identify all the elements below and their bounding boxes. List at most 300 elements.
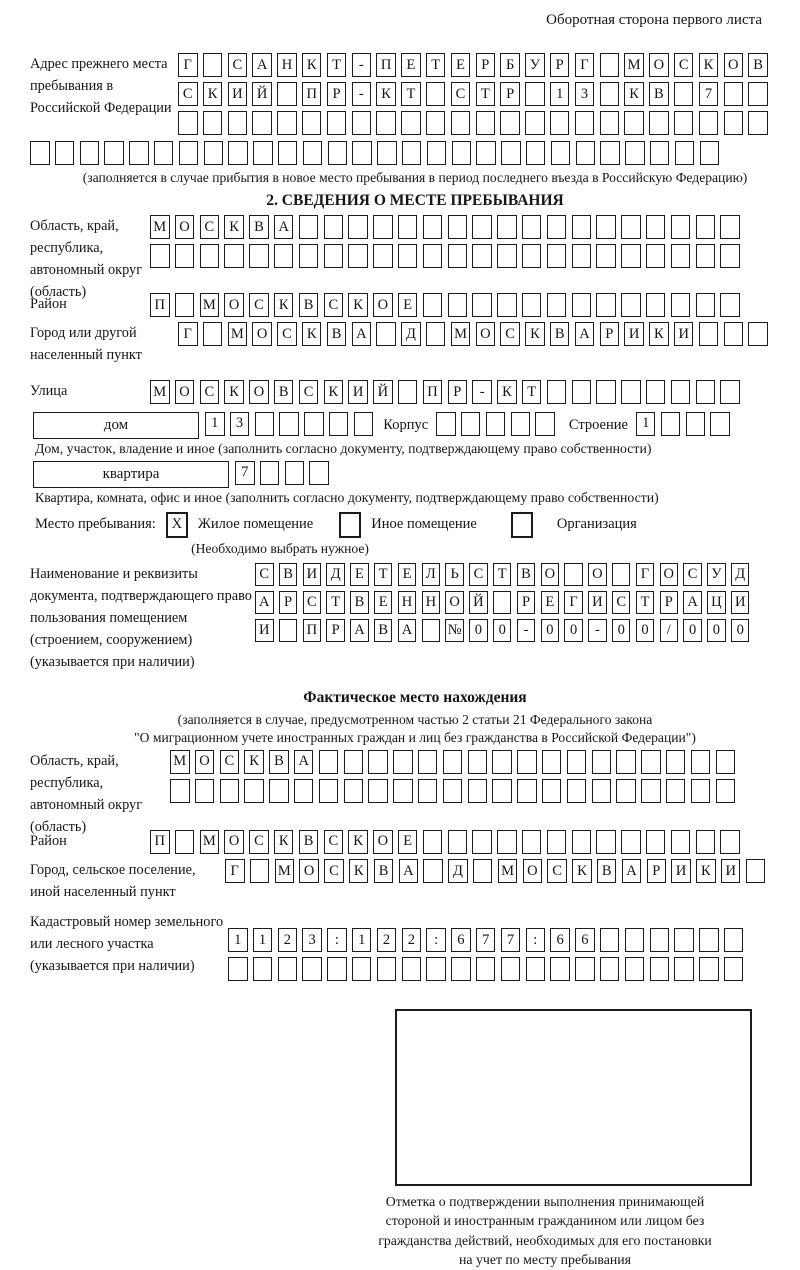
char-cell[interactable]: [550, 111, 570, 135]
char-cell[interactable]: [423, 244, 443, 268]
char-cell[interactable]: [175, 244, 195, 268]
char-cell[interactable]: 1: [205, 412, 225, 436]
char-cell[interactable]: Д: [731, 563, 750, 586]
char-cell[interactable]: [324, 244, 344, 268]
char-cell[interactable]: [675, 141, 695, 165]
char-cell[interactable]: [324, 215, 344, 239]
char-cell[interactable]: И: [348, 380, 368, 404]
char-cell[interactable]: [451, 957, 471, 981]
char-cell[interactable]: [427, 141, 447, 165]
char-cell[interactable]: [451, 111, 471, 135]
char-cell[interactable]: Б: [500, 53, 520, 77]
char-cell[interactable]: [646, 380, 666, 404]
char-cell[interactable]: К: [525, 322, 545, 346]
char-cell[interactable]: [340, 513, 360, 537]
char-cell[interactable]: П: [150, 293, 170, 317]
char-cell[interactable]: [674, 957, 694, 981]
char-cell[interactable]: Е: [398, 830, 418, 854]
char-cell[interactable]: О: [373, 293, 393, 317]
char-cell[interactable]: [596, 830, 616, 854]
char-cell[interactable]: К: [348, 830, 368, 854]
char-cell[interactable]: [448, 215, 468, 239]
char-cell[interactable]: К: [302, 322, 322, 346]
char-cell[interactable]: [572, 380, 592, 404]
char-cell[interactable]: 0: [469, 619, 488, 642]
char-cell[interactable]: [724, 928, 744, 952]
char-cell[interactable]: [255, 412, 275, 436]
char-cell[interactable]: [452, 141, 472, 165]
char-cell[interactable]: 1: [228, 928, 248, 952]
char-cell[interactable]: [426, 957, 446, 981]
char-cell[interactable]: П: [303, 619, 322, 642]
checkbox-organizatsiya[interactable]: [511, 512, 533, 538]
char-cell[interactable]: [178, 111, 198, 135]
char-cell[interactable]: [448, 244, 468, 268]
char-cell[interactable]: К: [324, 380, 344, 404]
char-cell[interactable]: В: [299, 293, 319, 317]
char-cell[interactable]: 0: [731, 619, 750, 642]
char-cell[interactable]: М: [228, 322, 248, 346]
char-cell[interactable]: [547, 215, 567, 239]
char-cell[interactable]: Р: [550, 53, 570, 77]
char-cell[interactable]: В: [597, 859, 617, 883]
char-cell[interactable]: [299, 244, 319, 268]
char-cell[interactable]: :: [526, 928, 546, 952]
char-cell[interactable]: [179, 141, 199, 165]
char-cell[interactable]: [720, 380, 740, 404]
char-cell[interactable]: [104, 141, 124, 165]
char-cell[interactable]: [418, 750, 438, 774]
char-cell[interactable]: [572, 830, 592, 854]
char-cell[interactable]: И: [255, 619, 274, 642]
char-cell[interactable]: Г: [575, 53, 595, 77]
char-cell[interactable]: М: [498, 859, 518, 883]
char-cell[interactable]: [696, 215, 716, 239]
char-cell[interactable]: В: [274, 380, 294, 404]
char-cell[interactable]: [600, 957, 620, 981]
char-cell[interactable]: [720, 244, 740, 268]
char-cell[interactable]: [468, 779, 488, 803]
char-cell[interactable]: М: [200, 293, 220, 317]
char-cell[interactable]: [641, 779, 661, 803]
char-cell[interactable]: 0: [493, 619, 512, 642]
char-cell[interactable]: [716, 750, 736, 774]
char-cell[interactable]: [748, 111, 768, 135]
char-cell[interactable]: [373, 215, 393, 239]
char-cell[interactable]: С: [324, 830, 344, 854]
char-cell[interactable]: [696, 293, 716, 317]
char-cell[interactable]: У: [525, 53, 545, 77]
char-cell[interactable]: [716, 779, 736, 803]
char-cell[interactable]: [641, 750, 661, 774]
char-cell[interactable]: [724, 111, 744, 135]
char-cell[interactable]: [575, 957, 595, 981]
char-cell[interactable]: А: [398, 619, 417, 642]
char-cell[interactable]: К: [348, 293, 368, 317]
char-cell[interactable]: [279, 412, 299, 436]
char-cell[interactable]: -: [352, 53, 372, 77]
char-cell[interactable]: [472, 215, 492, 239]
char-cell[interactable]: [567, 750, 587, 774]
char-cell[interactable]: [547, 830, 567, 854]
char-cell[interactable]: [624, 111, 644, 135]
char-cell[interactable]: [661, 412, 681, 436]
char-cell[interactable]: Е: [451, 53, 471, 77]
char-cell[interactable]: К: [572, 859, 592, 883]
char-cell[interactable]: [274, 244, 294, 268]
char-cell[interactable]: О: [252, 322, 272, 346]
char-cell[interactable]: [525, 111, 545, 135]
char-cell[interactable]: [376, 322, 396, 346]
char-cell[interactable]: [30, 141, 50, 165]
char-cell[interactable]: 0: [707, 619, 726, 642]
char-cell[interactable]: [492, 750, 512, 774]
char-cell[interactable]: [426, 111, 446, 135]
char-cell[interactable]: [572, 244, 592, 268]
char-cell[interactable]: И: [588, 591, 607, 614]
char-cell[interactable]: П: [150, 830, 170, 854]
char-cell[interactable]: [448, 830, 468, 854]
char-cell[interactable]: [511, 412, 531, 436]
char-cell[interactable]: [497, 244, 517, 268]
char-cell[interactable]: М: [200, 830, 220, 854]
char-cell[interactable]: [746, 859, 766, 883]
char-cell[interactable]: П: [423, 380, 443, 404]
char-cell[interactable]: [401, 111, 421, 135]
char-cell[interactable]: С: [612, 591, 631, 614]
char-cell[interactable]: С: [303, 591, 322, 614]
char-cell[interactable]: К: [376, 82, 396, 106]
char-cell[interactable]: [600, 53, 620, 77]
char-cell[interactable]: С: [220, 750, 240, 774]
char-cell[interactable]: С: [451, 82, 471, 106]
char-cell[interactable]: [547, 293, 567, 317]
char-cell[interactable]: 6: [550, 928, 570, 952]
char-cell[interactable]: [203, 53, 223, 77]
char-cell[interactable]: С: [547, 859, 567, 883]
char-cell[interactable]: [473, 859, 493, 883]
char-cell[interactable]: [500, 111, 520, 135]
char-cell[interactable]: Р: [476, 53, 496, 77]
char-cell[interactable]: И: [731, 591, 750, 614]
char-cell[interactable]: 0: [564, 619, 583, 642]
char-cell[interactable]: О: [588, 563, 607, 586]
char-cell[interactable]: Р: [600, 322, 620, 346]
checkbox-zhiloe[interactable]: [166, 512, 188, 538]
char-cell[interactable]: 1: [352, 928, 372, 952]
char-cell[interactable]: С: [324, 859, 344, 883]
char-cell[interactable]: [269, 779, 289, 803]
char-cell[interactable]: [327, 111, 347, 135]
char-cell[interactable]: [621, 380, 641, 404]
char-cell[interactable]: И: [671, 859, 691, 883]
char-cell[interactable]: [547, 244, 567, 268]
char-cell[interactable]: -: [517, 619, 536, 642]
char-cell[interactable]: М: [451, 322, 471, 346]
char-cell[interactable]: 7: [699, 82, 719, 106]
char-cell[interactable]: [278, 957, 298, 981]
char-cell[interactable]: О: [523, 859, 543, 883]
char-cell[interactable]: [542, 779, 562, 803]
char-cell[interactable]: [398, 244, 418, 268]
char-cell[interactable]: О: [195, 750, 215, 774]
char-cell[interactable]: Е: [350, 563, 369, 586]
char-cell[interactable]: Р: [448, 380, 468, 404]
char-cell[interactable]: [517, 750, 537, 774]
char-cell[interactable]: [253, 141, 273, 165]
char-cell[interactable]: Р: [660, 591, 679, 614]
char-cell[interactable]: И: [674, 322, 694, 346]
char-cell[interactable]: [720, 215, 740, 239]
char-cell[interactable]: И: [624, 322, 644, 346]
char-cell[interactable]: [203, 322, 223, 346]
char-cell[interactable]: И: [228, 82, 248, 106]
char-cell[interactable]: [129, 141, 149, 165]
char-cell[interactable]: [646, 215, 666, 239]
char-cell[interactable]: [551, 141, 571, 165]
char-cell[interactable]: [476, 141, 496, 165]
char-cell[interactable]: О: [476, 322, 496, 346]
char-cell[interactable]: И: [303, 563, 322, 586]
char-cell[interactable]: [250, 859, 270, 883]
char-cell[interactable]: [671, 215, 691, 239]
char-cell[interactable]: В: [374, 619, 393, 642]
char-cell[interactable]: [327, 957, 347, 981]
char-cell[interactable]: [344, 779, 364, 803]
char-cell[interactable]: Д: [326, 563, 345, 586]
char-cell[interactable]: 2: [278, 928, 298, 952]
char-cell[interactable]: [423, 859, 443, 883]
char-cell[interactable]: Р: [279, 591, 298, 614]
char-cell[interactable]: Л: [422, 563, 441, 586]
char-cell[interactable]: С: [255, 563, 274, 586]
char-cell[interactable]: [621, 830, 641, 854]
char-cell[interactable]: [700, 141, 720, 165]
char-cell[interactable]: [666, 750, 686, 774]
char-cell[interactable]: Г: [178, 53, 198, 77]
char-cell[interactable]: -: [352, 82, 372, 106]
char-cell[interactable]: :: [426, 928, 446, 952]
char-cell[interactable]: [55, 141, 75, 165]
char-cell[interactable]: [572, 293, 592, 317]
char-cell[interactable]: Г: [636, 563, 655, 586]
char-cell[interactable]: [393, 750, 413, 774]
char-cell[interactable]: [204, 141, 224, 165]
char-cell[interactable]: Е: [374, 591, 393, 614]
char-cell[interactable]: [612, 563, 631, 586]
char-cell[interactable]: А: [622, 859, 642, 883]
char-cell[interactable]: Н: [277, 53, 297, 77]
char-cell[interactable]: :: [327, 928, 347, 952]
char-cell[interactable]: [443, 779, 463, 803]
char-cell[interactable]: [220, 779, 240, 803]
char-cell[interactable]: [352, 957, 372, 981]
char-cell[interactable]: [696, 244, 716, 268]
char-cell[interactable]: В: [550, 322, 570, 346]
char-cell[interactable]: О: [175, 380, 195, 404]
char-cell[interactable]: К: [302, 53, 322, 77]
char-cell[interactable]: [674, 82, 694, 106]
char-cell[interactable]: [328, 141, 348, 165]
char-cell[interactable]: [535, 412, 555, 436]
char-cell[interactable]: Е: [398, 293, 418, 317]
char-cell[interactable]: [600, 82, 620, 106]
char-cell[interactable]: О: [724, 53, 744, 77]
char-cell[interactable]: [228, 111, 248, 135]
char-cell[interactable]: [249, 244, 269, 268]
char-cell[interactable]: [671, 830, 691, 854]
char-cell[interactable]: [224, 244, 244, 268]
char-cell[interactable]: С: [277, 322, 297, 346]
char-cell[interactable]: [522, 215, 542, 239]
char-cell[interactable]: О: [660, 563, 679, 586]
char-cell[interactable]: 7: [476, 928, 496, 952]
char-cell[interactable]: К: [649, 322, 669, 346]
char-cell[interactable]: [691, 750, 711, 774]
char-cell[interactable]: [522, 830, 542, 854]
char-cell[interactable]: [244, 779, 264, 803]
char-cell[interactable]: Г: [564, 591, 583, 614]
char-cell[interactable]: 6: [451, 928, 471, 952]
char-cell[interactable]: [377, 957, 397, 981]
char-cell[interactable]: [600, 111, 620, 135]
char-cell[interactable]: [696, 830, 716, 854]
apartment-type-box[interactable]: квартира: [33, 461, 229, 488]
char-cell[interactable]: [352, 141, 372, 165]
char-cell[interactable]: [170, 779, 190, 803]
char-cell[interactable]: К: [244, 750, 264, 774]
char-cell[interactable]: О: [175, 215, 195, 239]
char-cell[interactable]: [666, 779, 686, 803]
char-cell[interactable]: 3: [302, 928, 322, 952]
char-cell[interactable]: [493, 591, 512, 614]
char-cell[interactable]: [592, 779, 612, 803]
char-cell[interactable]: 7: [235, 461, 255, 485]
char-cell[interactable]: [526, 141, 546, 165]
char-cell[interactable]: Г: [225, 859, 245, 883]
char-cell[interactable]: [393, 779, 413, 803]
char-cell[interactable]: [476, 111, 496, 135]
char-cell[interactable]: [497, 293, 517, 317]
char-cell[interactable]: П: [302, 82, 322, 106]
char-cell[interactable]: [646, 830, 666, 854]
char-cell[interactable]: [724, 957, 744, 981]
char-cell[interactable]: [253, 957, 273, 981]
char-cell[interactable]: [319, 779, 339, 803]
char-cell[interactable]: [699, 322, 719, 346]
char-cell[interactable]: О: [299, 859, 319, 883]
char-cell[interactable]: Д: [448, 859, 468, 883]
char-cell[interactable]: 1: [253, 928, 273, 952]
char-cell[interactable]: М: [150, 380, 170, 404]
char-cell[interactable]: [377, 141, 397, 165]
char-cell[interactable]: В: [374, 859, 394, 883]
char-cell[interactable]: Ь: [445, 563, 464, 586]
char-cell[interactable]: А: [252, 53, 272, 77]
char-cell[interactable]: [426, 322, 446, 346]
char-cell[interactable]: [621, 215, 641, 239]
char-cell[interactable]: [691, 779, 711, 803]
char-cell[interactable]: [671, 380, 691, 404]
char-cell[interactable]: К: [203, 82, 223, 106]
char-cell[interactable]: [309, 461, 329, 485]
char-cell[interactable]: [461, 412, 481, 436]
char-cell[interactable]: К: [624, 82, 644, 106]
char-cell[interactable]: [567, 779, 587, 803]
char-cell[interactable]: Й: [252, 82, 272, 106]
char-cell[interactable]: В: [649, 82, 669, 106]
char-cell[interactable]: [376, 111, 396, 135]
char-cell[interactable]: Д: [401, 322, 421, 346]
char-cell[interactable]: -: [472, 380, 492, 404]
char-cell[interactable]: [512, 513, 532, 537]
char-cell[interactable]: [522, 293, 542, 317]
char-cell[interactable]: К: [224, 380, 244, 404]
char-cell[interactable]: О: [445, 591, 464, 614]
char-cell[interactable]: [625, 928, 645, 952]
char-cell[interactable]: А: [399, 859, 419, 883]
char-cell[interactable]: Й: [469, 591, 488, 614]
char-cell[interactable]: 0: [612, 619, 631, 642]
char-cell[interactable]: О: [649, 53, 669, 77]
char-cell[interactable]: [650, 928, 670, 952]
char-cell[interactable]: [564, 563, 583, 586]
char-cell[interactable]: О: [224, 293, 244, 317]
char-cell[interactable]: [329, 412, 349, 436]
char-cell[interactable]: [724, 322, 744, 346]
char-cell[interactable]: 6: [575, 928, 595, 952]
char-cell[interactable]: [175, 293, 195, 317]
char-cell[interactable]: О: [541, 563, 560, 586]
char-cell[interactable]: [592, 750, 612, 774]
char-cell[interactable]: Т: [636, 591, 655, 614]
char-cell[interactable]: Г: [178, 322, 198, 346]
char-cell[interactable]: Т: [522, 380, 542, 404]
char-cell[interactable]: [497, 215, 517, 239]
char-cell[interactable]: А: [255, 591, 274, 614]
char-cell[interactable]: [154, 141, 174, 165]
char-cell[interactable]: С: [249, 293, 269, 317]
char-cell[interactable]: А: [274, 215, 294, 239]
char-cell[interactable]: [720, 830, 740, 854]
char-cell[interactable]: К: [699, 53, 719, 77]
char-cell[interactable]: [423, 215, 443, 239]
char-cell[interactable]: [476, 957, 496, 981]
char-cell[interactable]: [596, 215, 616, 239]
char-cell[interactable]: [748, 82, 768, 106]
char-cell[interactable]: [616, 779, 636, 803]
char-cell[interactable]: А: [294, 750, 314, 774]
char-cell[interactable]: 0: [683, 619, 702, 642]
char-cell[interactable]: [304, 412, 324, 436]
char-cell[interactable]: Т: [401, 82, 421, 106]
char-cell[interactable]: Р: [326, 619, 345, 642]
char-cell[interactable]: [576, 141, 596, 165]
char-cell[interactable]: [472, 830, 492, 854]
char-cell[interactable]: [373, 244, 393, 268]
char-cell[interactable]: [443, 750, 463, 774]
char-cell[interactable]: [710, 412, 730, 436]
char-cell[interactable]: 2: [402, 928, 422, 952]
house-type-box[interactable]: дом: [33, 412, 199, 439]
char-cell[interactable]: [348, 215, 368, 239]
char-cell[interactable]: М: [275, 859, 295, 883]
char-cell[interactable]: [724, 82, 744, 106]
char-cell[interactable]: [497, 830, 517, 854]
char-cell[interactable]: [646, 293, 666, 317]
char-cell[interactable]: [368, 779, 388, 803]
char-cell[interactable]: [486, 412, 506, 436]
